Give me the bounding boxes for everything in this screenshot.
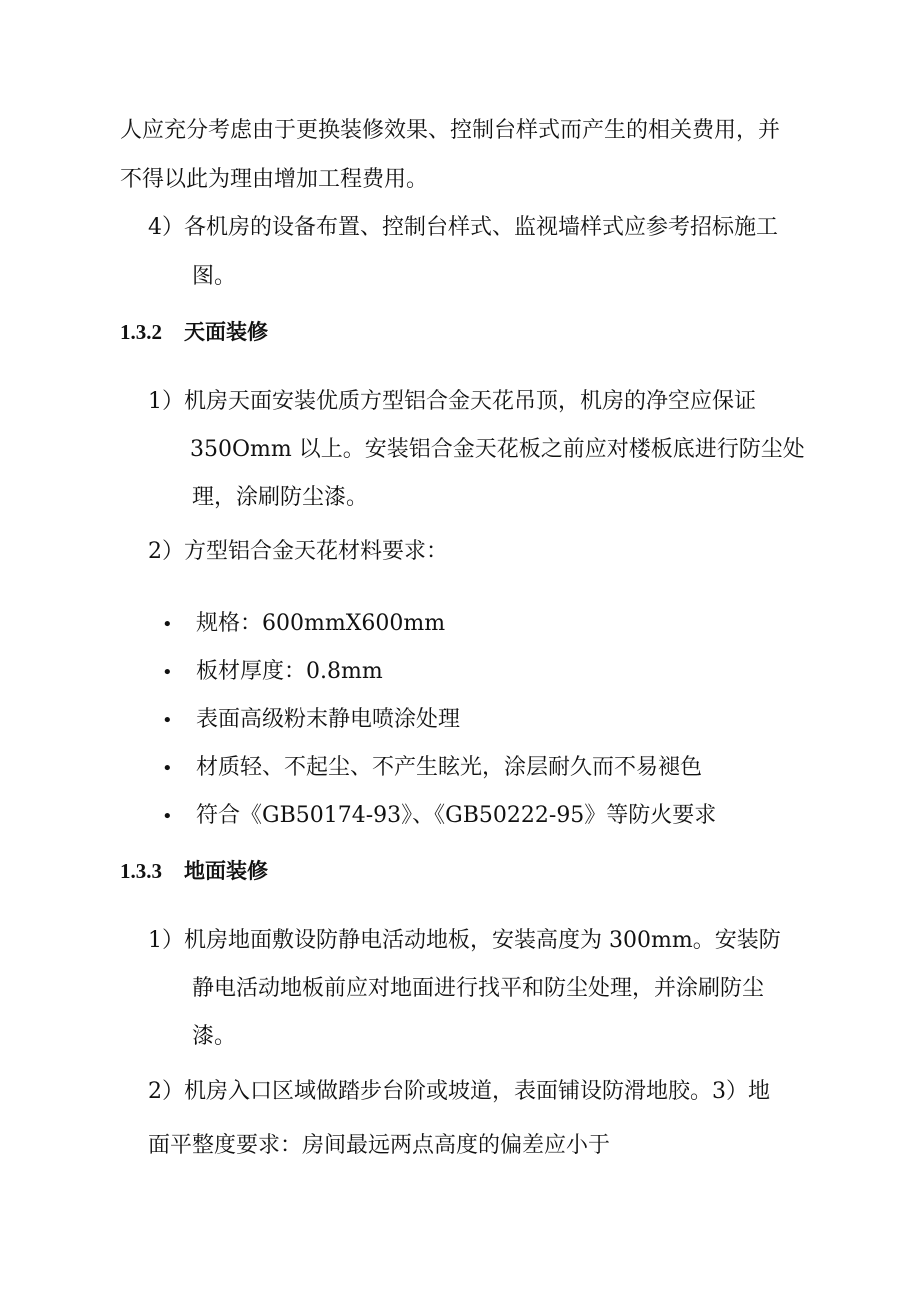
section-number: 1.3.3: [120, 859, 162, 883]
section-heading-1-3-2: [120, 317, 268, 347]
bullet-text: 规格：600mmX600mm: [196, 611, 446, 636]
bullet-text: 材质轻、不起尘、不产生眩光，涂层耐久而不易褪色: [196, 755, 703, 780]
intro-line-1: 人应充分考虑由于更换装修效果、控制台样式而产生的相关费用，并: [120, 118, 781, 143]
bullet-item: [162, 753, 702, 784]
bullet-dot: •: [162, 710, 173, 731]
intro-line-2: 不得以此为理由增加工程费用。: [120, 167, 429, 192]
bullet-dot: •: [162, 614, 173, 635]
bullet-text: 板材厚度：0.8mm: [196, 659, 383, 684]
bullet-text: 符合《GB50174-93》、《GB50222-95》等防火要求: [196, 803, 717, 828]
bullet-item: [162, 801, 716, 832]
ceiling-item-2: 2）方型铝合金天花材料要求：: [148, 539, 448, 564]
ceiling-item-1-line-2: 350Omm 以上。安装铝合金天花板之前应对楼板底进行防尘处: [190, 437, 805, 462]
bullet-item: [162, 609, 445, 640]
bullet-dot: •: [162, 806, 173, 827]
floor-item-2-line-2: 面平整度要求：房间最远两点高度的偏差应小于: [148, 1133, 611, 1158]
section-number: 1.3.2: [120, 320, 162, 344]
bullet-text: 表面高级粉末静电喷涂处理: [196, 707, 461, 732]
item-4-line-1: 4）各机房的设备布置、控制台样式、监视墙样式应参考招标施工: [148, 215, 778, 240]
section-title: 天面装修: [184, 319, 268, 344]
floor-item-2-line-1: 2）机房入口区域做踏步台阶或坡道，表面铺设防滑地胶。3）地: [148, 1079, 770, 1104]
section-title: 地面装修: [184, 858, 268, 883]
section-heading-1-3-3: [120, 856, 268, 886]
ceiling-item-1-line-3: 理，涂刷防尘漆。: [192, 485, 369, 510]
floor-item-1-line-1: 1）机房地面敷设防静电活动地板，安装高度为 300mm。安装防: [148, 928, 781, 953]
bullet-dot: •: [162, 662, 173, 683]
bullet-dot: •: [162, 758, 173, 779]
bullet-item: [162, 657, 383, 688]
floor-item-1-line-3: 漆。: [192, 1024, 237, 1049]
ceiling-item-1-line-1: 1）机房天面安装优质方型铝合金天花吊顶，机房的净空应保证: [148, 389, 756, 414]
item-4-line-2: 图。: [192, 264, 237, 289]
floor-item-1-line-2: 静电活动地板前应对地面进行找平和防尘处理，并涂刷防尘: [192, 976, 765, 1001]
bullet-item: [162, 705, 460, 736]
